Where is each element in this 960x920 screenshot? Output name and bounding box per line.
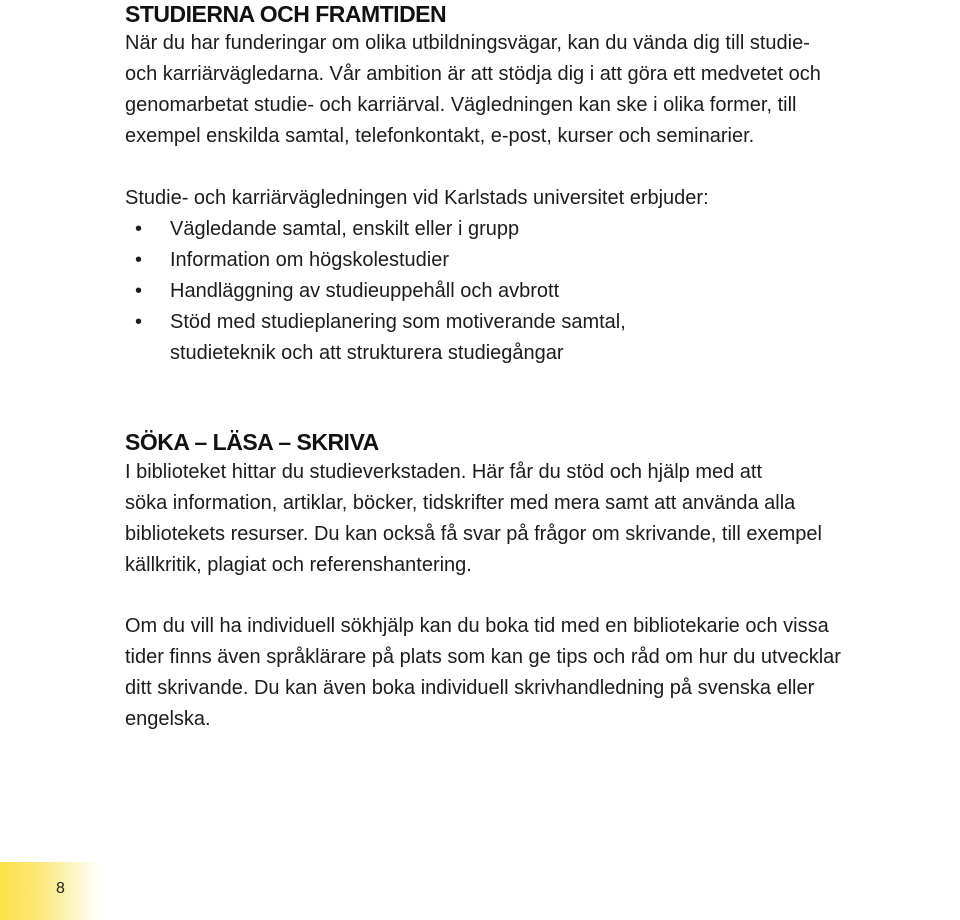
page-number: 8 [56,880,65,897]
bullet-icon: • [135,249,143,271]
bullet-icon: • [135,311,143,333]
list-item [125,245,626,276]
library-paragraph [125,457,822,581]
list-item-text: Stöd med studieplanering som motiverande samtal, [170,311,626,333]
text-line: bibliotekets resurser. Du kan också få svar på frågor om skrivande, till exempel [125,523,822,545]
text-line: söka information, artiklar, böcker, tidskrifter med mera samt att använda alla [125,492,796,514]
text-line: I biblioteket hittar du studieverkstaden. Här får du stöd och hjälp med att [125,461,763,483]
page-corner-accent [0,862,100,920]
list-item [125,214,626,245]
text-line: och karriärvägledarna. Vår ambition är att stödja dig i att göra ett medvetet och [125,63,821,85]
list-item [125,276,626,307]
text-line: genomarbetat studie- och karriärval. Vägledningen kan ske i olika former, till [125,94,797,116]
list-item-text: studieteknik och att strukturera studiegångar [170,342,564,364]
text-line: När du har funderingar om olika utbildningsvägar, kan du vända dig till studie- [125,32,810,54]
text-line: Om du vill ha individuell sökhjälp kan du boka tid med en bibliotekarie och vissa [125,615,829,637]
list-item-text: Vägledande samtal, enskilt eller i grupp [170,218,520,240]
text-line: tider finns även språklärare på plats som kan ge tips och råd om hur du utvecklar [125,646,841,668]
services-intro: Studie- och karriärvägledningen vid Karlstads universitet erbjuder: [125,187,709,209]
text-line: ditt skrivande. Du kan även boka individuell skrivhandledning på svenska eller [125,677,815,699]
section-heading-soka-lasa-skriva: SÖKA – LÄSA – SKRIVA [125,429,379,455]
bullet-icon: • [135,218,143,240]
services-list [125,214,626,369]
list-item-text: Information om högskolestudier [170,249,450,271]
text-line: exempel enskilda samtal, telefonkontakt, e-post, kurser och seminarier. [125,125,755,147]
text-line: källkritik, plagiat och referenshantering. [125,554,472,576]
list-item-text: Handläggning av studieuppehåll och avbrott [170,280,560,302]
intro-paragraph [125,28,821,152]
list-item [125,307,626,369]
help-paragraph [125,611,841,735]
section-heading-studierna: STUDIERNA OCH FRAMTIDEN [125,1,447,27]
text-line: engelska. [125,708,211,730]
bullet-icon: • [135,280,143,302]
